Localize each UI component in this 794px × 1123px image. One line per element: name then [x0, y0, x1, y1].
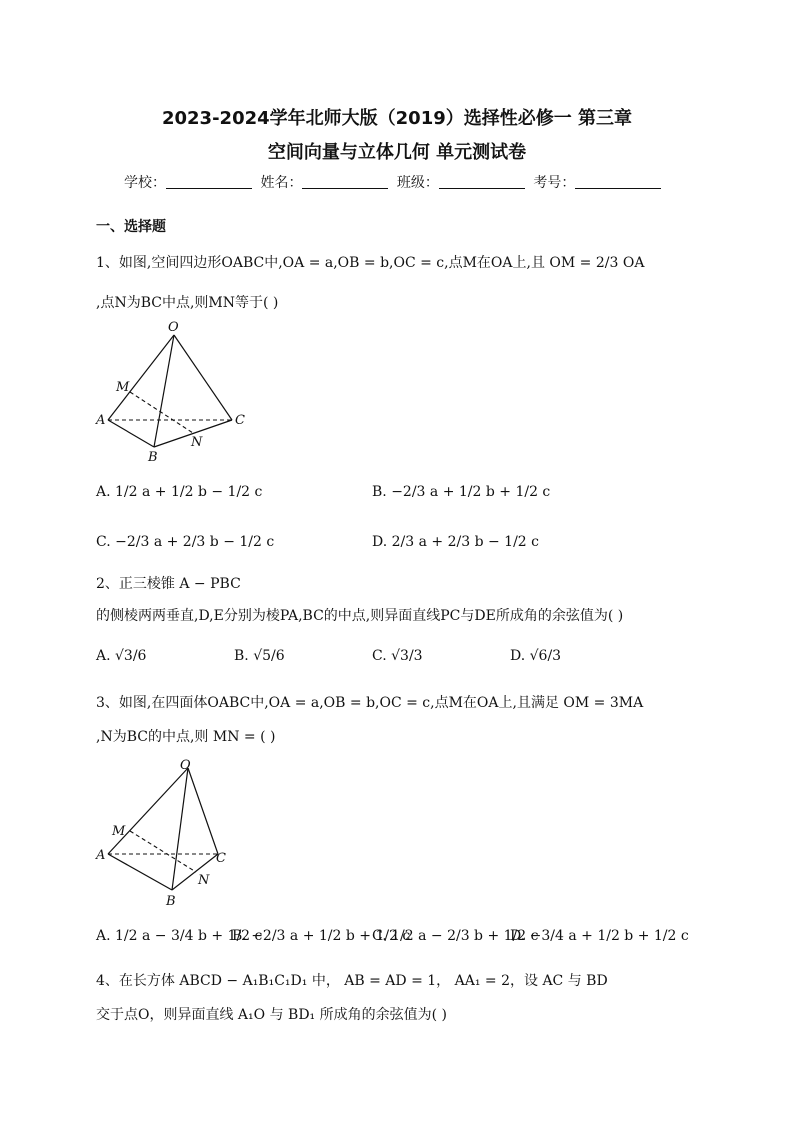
name-blank[interactable] — [302, 174, 388, 189]
q3-label-o: O — [180, 758, 191, 773]
q1-stem-line2: ,点N为BC中点,则MN等于( ) — [96, 295, 279, 311]
q1-stem-line1: 1、如图,空间四边形OABC中,OA = a,OB = b,OC = c,点M在OA上,且 OM = 2/3 OA — [96, 255, 645, 271]
q3-tetrahedron-figure — [92, 752, 242, 912]
q1-label-b: B — [148, 450, 158, 465]
q3-label-c: C — [216, 851, 226, 866]
q3-label-n: N — [198, 873, 210, 888]
q1-option-b[interactable]: B. −2/3 a + 1/2 b + 1/2 c — [372, 484, 551, 500]
q1-option-a[interactable]: A. 1/2 a + 1/2 b − 1/2 c — [96, 484, 263, 500]
exam-number-blank[interactable] — [575, 174, 661, 189]
exam-title-line2: 空间向量与立体几何 单元测试卷 — [267, 142, 527, 163]
q3-option-a[interactable]: A. 1/2 a − 3/4 b + 1/2 c — [96, 928, 263, 944]
school-blank[interactable] — [166, 174, 252, 189]
q1-option-c[interactable]: C. −2/3 a + 2/3 b − 1/2 c — [96, 534, 275, 550]
q4-stem-line1: 4、在长方体 ABCD − A₁B₁C₁D₁ 中， AB = AD = 1， AA₁ = 2，设 AC 与 BD — [96, 973, 608, 989]
q2-option-a[interactable]: A. √3/6 — [96, 648, 147, 664]
q1-label-n: N — [191, 435, 203, 450]
class-blank[interactable] — [439, 174, 525, 189]
q3-label-b: B — [166, 894, 176, 909]
q2-stem-line1: 2、正三棱锥 A − PBC — [96, 576, 241, 592]
q3-option-b[interactable]: B. −2/3 a + 1/2 b + 1/2 c — [232, 928, 411, 944]
q2-stem-line2: 的侧棱两两垂直,D,E分别为棱PA,BC的中点,则异面直线PC与DE所成角的余弦值为( ) — [96, 608, 624, 624]
q1-tetrahedron-figure — [92, 315, 252, 465]
q3-label-m: M — [112, 824, 126, 839]
q1-label-m: M — [116, 380, 130, 395]
q2-option-c[interactable]: C. √3/3 — [372, 648, 423, 664]
section-heading: 一、选择题 — [96, 219, 166, 235]
student-info-row — [124, 172, 665, 192]
q3-stem-line1: 3、如图,在四面体OABC中,OA = a,OB = b,OC = c,点M在OA上,且满足 OM = 3MA — [96, 695, 644, 711]
q1-label-c: C — [235, 413, 245, 428]
q1-label-o: O — [168, 320, 179, 335]
q3-stem-line2: ,N为BC的中点,则 MN = ( ) — [96, 729, 276, 745]
exam-title-line1: 2023-2024学年北师大版（2019）选择性必修一 第三章 — [161, 108, 633, 129]
q4-stem-line2: 交于点O，则异面直线 A₁O 与 BD₁ 所成角的余弦值为( ) — [96, 1007, 447, 1023]
q2-option-b[interactable]: B. √5/6 — [234, 648, 285, 664]
q3-label-a: A — [96, 848, 106, 863]
q3-option-d[interactable]: D. −3/4 a + 1/2 b + 1/2 c — [510, 928, 689, 944]
school-label: 学校： — [124, 175, 166, 191]
name-label: 姓名： — [260, 175, 303, 191]
q1-option-d[interactable]: D. 2/3 a + 2/3 b − 1/2 c — [372, 534, 539, 550]
exam-number-label: 考号： — [533, 175, 576, 191]
class-label: 班级： — [396, 175, 439, 191]
q2-option-d[interactable]: D. √6/3 — [510, 648, 562, 664]
q3-option-c[interactable]: C. 1/2 a − 2/3 b + 1/2 c — [372, 928, 539, 944]
q1-label-a: A — [96, 413, 106, 428]
